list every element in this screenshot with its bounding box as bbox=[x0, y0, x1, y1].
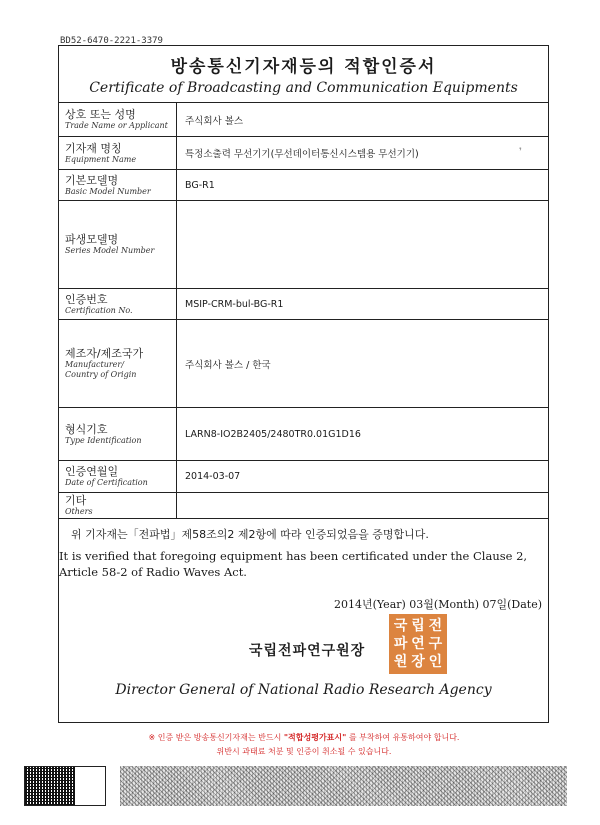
field-label-korean: 인증연월일 bbox=[65, 465, 119, 478]
field-row-series-model bbox=[59, 201, 548, 289]
certificate-frame bbox=[58, 45, 549, 723]
seal-char: 인 bbox=[428, 654, 443, 670]
field-row-date-of-certification bbox=[59, 461, 548, 493]
field-label-korean: 기타 bbox=[65, 494, 87, 507]
field-label bbox=[59, 170, 177, 201]
field-row-trade-name bbox=[59, 103, 548, 137]
barcode-icon bbox=[25, 767, 75, 805]
seal-char: 구 bbox=[428, 636, 443, 652]
field-label-english: Type Identification bbox=[65, 435, 142, 445]
security-pattern-strip bbox=[120, 766, 567, 806]
notice-line-1-pre: ※ 인증 받은 방송통신기자재는 반드시 bbox=[148, 733, 282, 742]
field-value-manufacturer: 주식회사 볼스 / 한국 bbox=[177, 320, 549, 408]
field-row-equipment-name bbox=[59, 137, 548, 170]
barcode bbox=[24, 766, 106, 806]
field-label-english: Date of Certification bbox=[65, 478, 148, 487]
field-label-english: Certification No. bbox=[65, 305, 133, 315]
seal-char: 립 bbox=[411, 618, 425, 634]
title-korean: 방송통신기자재등의 적합인증서 bbox=[170, 57, 437, 77]
official-seal bbox=[389, 614, 447, 674]
field-value-type-identification: LARN8-IO2B2405/2480TR0.01G1D16 bbox=[177, 408, 549, 461]
notice-line-1 bbox=[60, 731, 548, 745]
field-row-certification-no bbox=[59, 289, 548, 320]
field-row-others bbox=[59, 493, 548, 519]
seal-char: 연 bbox=[411, 636, 425, 652]
field-row-type-identification bbox=[59, 408, 548, 461]
field-label-korean: 상호 또는 성명 bbox=[65, 108, 136, 121]
notice-line-2: 위반시 과태료 처분 및 인증이 취소될 수 있습니다. bbox=[216, 747, 392, 756]
field-label-english: Basic Model Number bbox=[65, 186, 151, 196]
field-value-series-model bbox=[177, 201, 549, 289]
field-label-korean: 기본모델명 bbox=[65, 173, 119, 187]
issue-date: 2014년(Year) 03월(Month) 07일(Date) bbox=[333, 598, 542, 611]
field-label-korean: 제조자/제조국가 bbox=[65, 347, 144, 360]
seal-char: 파 bbox=[393, 636, 408, 652]
director-english: Director General of National Radio Research Agency bbox=[115, 682, 492, 698]
field-label bbox=[59, 201, 177, 289]
field-value-basic-model: BG-R1 bbox=[177, 170, 549, 201]
director-korean: 국립전파연구원장 bbox=[249, 643, 366, 659]
notice bbox=[60, 731, 548, 759]
field-value-equipment-name: 특정소출력 무선기기(무선데이터통신시스템용 무선기기) bbox=[177, 137, 549, 170]
seal-char: 장 bbox=[411, 654, 425, 670]
statement-korean: 위 기자재는「전파법」제58조의2 제2항에 따라 인증되었음을 증명합니다. bbox=[71, 528, 429, 541]
field-label-english: Equipment Name bbox=[65, 154, 137, 164]
title-english: Certificate of Broadcasting and Communication Equipments bbox=[89, 80, 518, 96]
field-label-korean: 형식기호 bbox=[65, 422, 108, 436]
statement-english: It is verified that foregoing equipment has been certificated under the Clause 2, Article 58-2 of Radio Waves Act. bbox=[59, 549, 528, 579]
field-label-english: Manufacturer/ bbox=[65, 360, 124, 369]
field-label-english: Series Model Number bbox=[65, 246, 155, 255]
document-number: BD52-6470-2221-3379 bbox=[60, 36, 163, 46]
field-label bbox=[59, 289, 177, 320]
certificate-fields-table bbox=[59, 102, 548, 519]
seal-char: 국 bbox=[393, 618, 408, 634]
field-value-date-of-certification: 2014-03-07 bbox=[177, 461, 549, 493]
notice-highlight: "적합성평가표시" bbox=[283, 733, 347, 742]
field-row-manufacturer bbox=[59, 320, 548, 408]
field-row-basic-model bbox=[59, 170, 548, 201]
field-value-trade-name: 주식회사 볼스 bbox=[177, 103, 549, 137]
field-value-others bbox=[177, 493, 549, 519]
field-label bbox=[59, 461, 177, 493]
field-label-english: Others bbox=[65, 507, 93, 516]
field-label bbox=[59, 493, 177, 519]
notice-line-1-post: 를 부착하여 유통하여야 합니다. bbox=[348, 733, 460, 742]
field-label-english-line2: Country of Origin bbox=[65, 370, 137, 379]
scan-mark-icon: ❜ bbox=[519, 147, 522, 157]
field-label-english: Trade Name or Applicant bbox=[65, 121, 168, 130]
seal-char: 전 bbox=[428, 618, 443, 634]
field-label-korean: 기자재 명칭 bbox=[65, 141, 122, 155]
field-label-korean: 파생모델명 bbox=[65, 233, 119, 246]
field-label bbox=[59, 103, 177, 137]
seal-char: 원 bbox=[393, 654, 408, 670]
field-label bbox=[59, 320, 177, 408]
field-value-certification-no: MSIP-CRM-bul-BG-R1 bbox=[177, 289, 549, 320]
field-label bbox=[59, 137, 177, 170]
field-label bbox=[59, 408, 177, 461]
field-label-korean: 인증번호 bbox=[65, 292, 108, 306]
